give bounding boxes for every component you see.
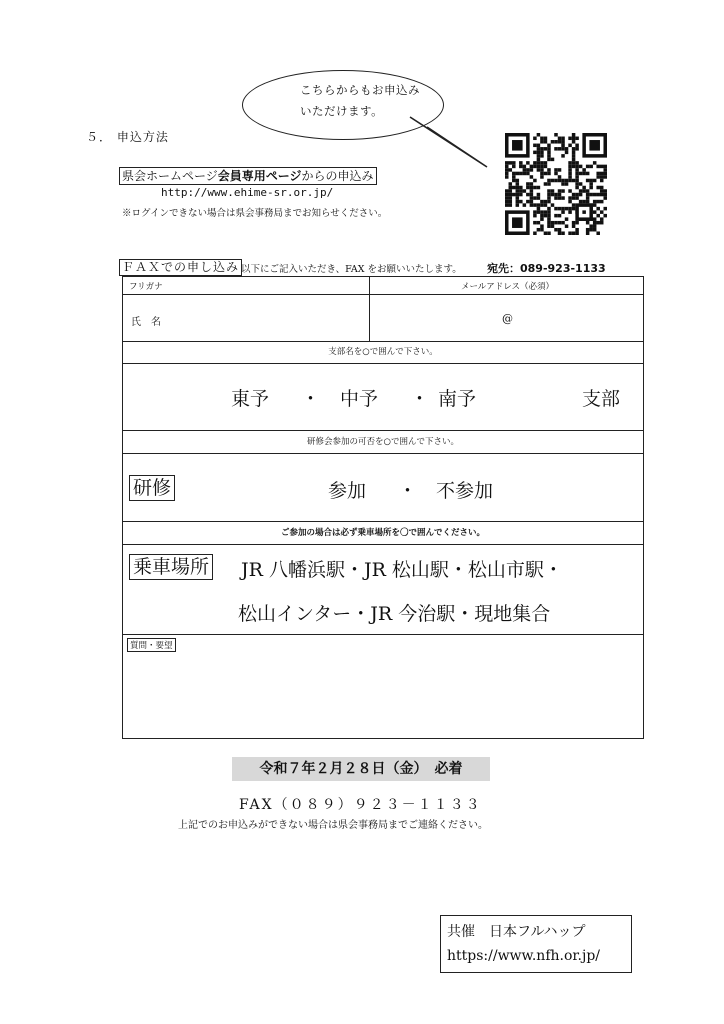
- branch-option-chuyo[interactable]: 中予: [340, 388, 379, 410]
- bubble-line-2: いただけます。: [300, 104, 384, 118]
- sponsor-url-link[interactable]: https://www.nfh.or.jp/: [447, 948, 601, 964]
- branch-instruction: 支部名を○で囲んで下さい。: [123, 342, 643, 364]
- speech-bubble-tail: [405, 115, 495, 175]
- bubble-line-1: こちらからもお申込み: [300, 83, 420, 97]
- section-heading: ５． 申込方法: [86, 130, 169, 144]
- fax-application-label: ＦＡＸでの申し込み: [119, 259, 242, 276]
- boarding-row: [123, 545, 643, 635]
- sponsor-box: [440, 915, 632, 973]
- email-field[interactable]: [370, 295, 645, 341]
- name-field[interactable]: [123, 295, 370, 341]
- sponsor-name: 共催 日本フルハップ: [447, 924, 586, 940]
- branch-row: [123, 364, 643, 431]
- training-row: [123, 454, 643, 522]
- fax-instruction: 以下にご記入いただき、FAX をお願いいたします。: [241, 264, 462, 275]
- name-label: 氏 名: [131, 317, 161, 328]
- fax-number: FAX（０８９）９２３－１１３３: [239, 797, 482, 813]
- branch-option-toyo[interactable]: 東予: [231, 388, 270, 410]
- at-mark: @: [502, 312, 513, 325]
- furigana-cell[interactable]: [123, 277, 370, 295]
- speech-bubble-text: [300, 80, 420, 122]
- questions-label: 質問・要望: [127, 638, 176, 652]
- separator: ・: [398, 480, 418, 502]
- boarding-instruction: ご参加の場合は必ず乗車場所を〇で囲んでください。: [123, 522, 643, 545]
- boarding-options-line-1[interactable]: JR 八幡浜駅・JR 松山駅・松山市駅・: [241, 559, 563, 581]
- name-email-row: [123, 295, 643, 342]
- separator: ・: [301, 388, 321, 410]
- questions-field[interactable]: [123, 635, 643, 739]
- branch-suffix: 支部: [582, 388, 621, 410]
- web-label-bold: 会員専用ページ: [217, 169, 302, 183]
- training-label: 研修: [129, 475, 175, 501]
- login-note: ※ログインできない場合は県会事務局までお知らせください。: [122, 208, 388, 219]
- boarding-label: 乗車場所: [129, 554, 213, 580]
- boarding-options-line-2[interactable]: 松山インター・JR 今治駅・現地集合: [238, 603, 551, 625]
- furigana-label: フリガナ: [129, 282, 163, 292]
- deadline: 令和７年２月２８日（金） 必着: [232, 757, 490, 781]
- furigana-row: [123, 277, 643, 295]
- training-instruction: 研修会参加の可否を○で囲んで下さい。: [123, 431, 643, 454]
- web-label-post: からの申込み: [301, 169, 374, 183]
- email-header: メールアドレス（必須）: [460, 282, 555, 292]
- website-url-link[interactable]: http://www.ehime-sr.or.jp/: [161, 186, 334, 199]
- qr-code[interactable]: [505, 133, 607, 235]
- contact-footnote: 上記でのお申込みができない場合は県会事務局までご連絡ください。: [178, 820, 488, 831]
- web-label-pre: 県会ホームページ: [122, 169, 218, 183]
- application-form: [122, 276, 644, 739]
- fax-destination: 宛先：089-923-1133: [487, 262, 606, 275]
- training-option-attend[interactable]: 参加: [328, 480, 367, 502]
- separator: ・: [410, 388, 430, 410]
- branch-option-nanyo[interactable]: 南予: [438, 388, 477, 410]
- training-option-absent[interactable]: 不参加: [436, 480, 494, 502]
- web-application-label: [119, 167, 377, 185]
